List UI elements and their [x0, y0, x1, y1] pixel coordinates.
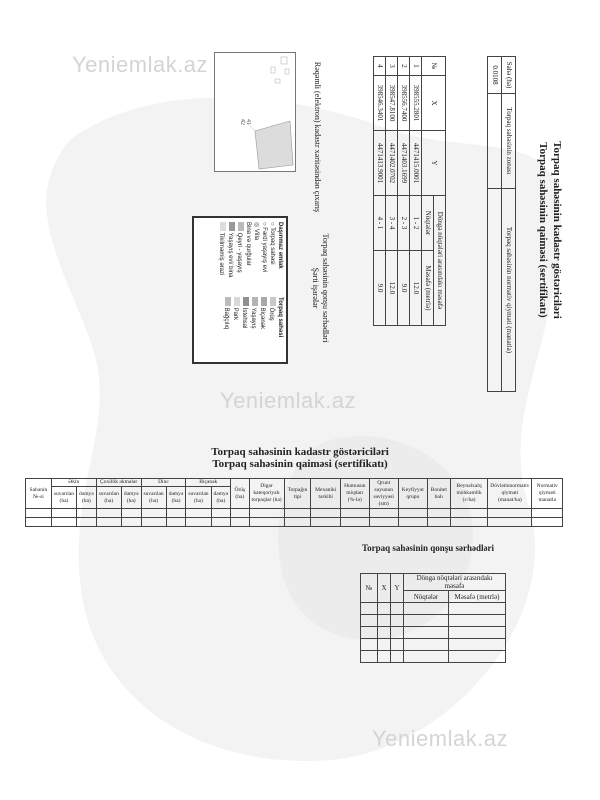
- cell-y: 4471402.0702: [386, 131, 398, 196]
- bottom-title: [0, 446, 600, 470]
- coord-x-header: X: [422, 76, 446, 131]
- cadastral-indicators-table: [25, 478, 563, 527]
- price-value: [488, 189, 502, 392]
- sub-header-rainfed: dəmyə (ha): [211, 487, 231, 509]
- coord-dist-header: Döngə nöqtələri arasındakı məsafə: [434, 196, 446, 326]
- neighbors-table-wrap: [360, 573, 506, 663]
- legend-caption: Şərti işarələr: [311, 267, 320, 309]
- sub-header-irrigated: suvarılan (ha): [96, 487, 121, 509]
- cell-x: 398546.3401: [374, 76, 386, 131]
- cell-points: 3 - 4: [386, 196, 398, 251]
- neigh-points-header: Nöqtələr: [404, 591, 449, 603]
- group-header: Çoxillik əkmələr: [96, 479, 141, 487]
- cell-points: 2 - 3: [398, 196, 410, 251]
- col-header: Qrunt suyunun səviyyəsi (sm): [369, 479, 398, 509]
- table-row: [361, 603, 506, 615]
- col-header: Humusun miqdarı (%-lə): [340, 479, 369, 509]
- legend-item-label: Bağçılıq: [223, 307, 229, 330]
- legend-item: ○ Fərdi yaşayış evi: [261, 222, 267, 273]
- table-row: [398, 57, 410, 326]
- price-header: Torpaq sahəsinin normativ qiyməti (manatla): [502, 189, 516, 392]
- neigh-no-header: №: [361, 574, 378, 603]
- legend-content: [196, 220, 284, 360]
- cell-y: 4471413.9001: [374, 131, 386, 196]
- neigh-y-header: Y: [391, 574, 404, 603]
- sub-header-irrigated: suvarılan (ha): [186, 487, 211, 509]
- cell-no: 2: [398, 57, 410, 76]
- col-header: Mexaniki tərkibi: [311, 479, 341, 509]
- legend-item: [217, 222, 226, 297]
- cell-distance: 12.0: [410, 251, 422, 326]
- coord-points-header: Nöqtələr: [422, 196, 434, 251]
- legend-item-label: İstehsal: [241, 307, 247, 329]
- col-header: Normativ qiyməti manatla: [532, 479, 563, 509]
- legend-item-label: Yaşayış: [250, 307, 256, 329]
- legend-item-label: Tikilməmiş ərazi: [218, 232, 224, 276]
- cell-distance: 9.0: [398, 251, 410, 326]
- table-row: [386, 57, 398, 326]
- coord-table-wrap: [373, 56, 446, 326]
- legend-item: [244, 222, 252, 297]
- legend-item: [231, 297, 240, 357]
- group-header: Əkin: [51, 479, 96, 487]
- col-header: Beynəlxalq möhkəmlik (c/ha): [450, 479, 487, 509]
- cadastral-map-extract: [214, 52, 296, 172]
- neighbors-table: [360, 573, 506, 663]
- parcel-map-drawing: [215, 53, 295, 171]
- area-table: [487, 56, 516, 392]
- cell-points: 1 - 2: [410, 196, 422, 251]
- col-header: Bonitet balı: [427, 479, 450, 509]
- top-neighbors-title: Torpaq sahəsinin qonşu sərhədləri: [321, 233, 330, 343]
- col-header: Dövlətinnormativ qiyməti (manat/ha): [488, 479, 532, 509]
- group-header: Dinc: [141, 479, 186, 487]
- legend-item: [267, 297, 276, 357]
- top-title: [536, 120, 564, 340]
- table-row: [374, 57, 386, 326]
- bottom-title-line1: Torpaq sahəsinin kadastr göstəriciləri: [211, 446, 389, 458]
- cell-no: 1: [410, 57, 422, 76]
- legend-item-label: Park: [232, 307, 238, 321]
- legend-item-label: Yaşayış evi/ bina: [227, 232, 233, 278]
- bottom-neighbors-title: Torpaq sahəsinin qonşu sərhədləri: [362, 543, 494, 553]
- cell-x: 398556.7400: [398, 76, 410, 131]
- legend-right-column: [217, 297, 284, 357]
- cell-y: 4471415.0001: [410, 131, 422, 196]
- watermark: Yeniemlak.az: [72, 52, 209, 77]
- table-row: [26, 518, 563, 527]
- table-row: [410, 57, 422, 326]
- coord-no-header: №: [422, 57, 446, 76]
- legend-item-label: Örüş: [268, 307, 274, 321]
- sub-header-rainfed: dəmyə (ha): [121, 487, 141, 509]
- legend-item-label: Torpaq sahəsi: [269, 227, 275, 265]
- big-table-wrap: [25, 478, 563, 527]
- col-header: Örüş (ha): [231, 479, 249, 509]
- legend-item-label: Biçənək: [259, 307, 265, 330]
- map-caption: Rəqəmli (elektron) kadastr xəritəsindən çıxarış: [313, 61, 322, 213]
- coord-table: [373, 56, 446, 326]
- legend-item: [240, 297, 249, 357]
- col-header: Keyfiyyət qrupu: [398, 479, 427, 509]
- bottom-title-line2: Torpaq sahəsinin qaiməsi (sertifikatı): [212, 458, 388, 470]
- area-header: Sahə (ha): [502, 57, 516, 94]
- col-plot-no: Sahənin №-si: [26, 479, 52, 509]
- legend-item: [258, 297, 267, 357]
- legend-item: [249, 297, 258, 357]
- legend-left-title: Daşınmaz əmlak: [277, 222, 283, 269]
- table-row: [26, 509, 563, 518]
- top-title-line2: Torpaq sahəsinin qaiməsi (sertifikatı): [537, 142, 549, 318]
- legend-box: [192, 216, 288, 364]
- legend-item: [235, 222, 244, 297]
- cell-x: 398555.2801: [410, 76, 422, 131]
- cell-no: 4: [374, 57, 386, 76]
- legend-item-label: Villa: [253, 228, 259, 241]
- coord-meters-header: Məsafə (metrlə): [422, 251, 434, 326]
- cell-points: 4 - 1: [374, 196, 386, 251]
- map-label: 42: [239, 119, 245, 125]
- table-row: [361, 651, 506, 663]
- table-row: [361, 615, 506, 627]
- area-value: 0.0108: [488, 57, 502, 94]
- cell-y: 4471403.1699: [398, 131, 410, 196]
- legend-item: ◎ Villa: [253, 222, 259, 241]
- legend-item-label: Qeyri - yaşayış: [236, 232, 242, 273]
- neigh-dist-header: Dönga nöqtələri arasındakı məsafə: [404, 574, 506, 591]
- legend-right-title: Torpaq sahəsi: [277, 297, 283, 338]
- sub-header-rainfed: dəmyə (ha): [166, 487, 186, 509]
- legend-item-label: Fərdi yaşayış evi: [261, 227, 267, 273]
- sub-header-irrigated: suvarılan (ha): [51, 487, 76, 509]
- neigh-meters-header: Məsafə (metrlə): [449, 591, 506, 603]
- zone-header: Torpaq sahəsinin zonası: [502, 94, 516, 189]
- watermark: Yeniemlak.az: [220, 388, 357, 413]
- neighbors-caption: [310, 228, 330, 348]
- watermark: Yeniemlak.az: [372, 726, 509, 751]
- coord-y-header: Y: [422, 131, 446, 196]
- map-label: 41: [245, 119, 251, 125]
- legend-item: [226, 222, 235, 297]
- table-row: [361, 627, 506, 639]
- sub-header-irrigated: suvarılan (ha): [141, 487, 166, 509]
- cell-distance: 9.0: [374, 251, 386, 326]
- table-row: [361, 639, 506, 651]
- area-table-wrap: [487, 56, 516, 392]
- legend-item: ○ Torpaq sahəsi: [269, 222, 275, 265]
- cell-no: 3: [386, 57, 398, 76]
- col-header: Torpağın tipi: [284, 479, 311, 509]
- legend-item-label: Bina və qurğular: [245, 222, 251, 266]
- legend-left-column: [217, 220, 284, 297]
- cell-distance: 12.0: [386, 251, 398, 326]
- top-title-line1: Torpaq sahəsinin kadastr göstəriciləri: [551, 141, 563, 319]
- neigh-x-header: X: [378, 574, 391, 603]
- legend-item: [222, 297, 231, 357]
- zone-value: [488, 94, 502, 189]
- col-header: Digər kateqoriyalı torpaqlar (ha): [249, 479, 284, 509]
- group-header: Biçənək: [186, 479, 231, 487]
- sub-header-rainfed: dəmyə (ha): [77, 487, 97, 509]
- cell-x: 398547.8100: [386, 76, 398, 131]
